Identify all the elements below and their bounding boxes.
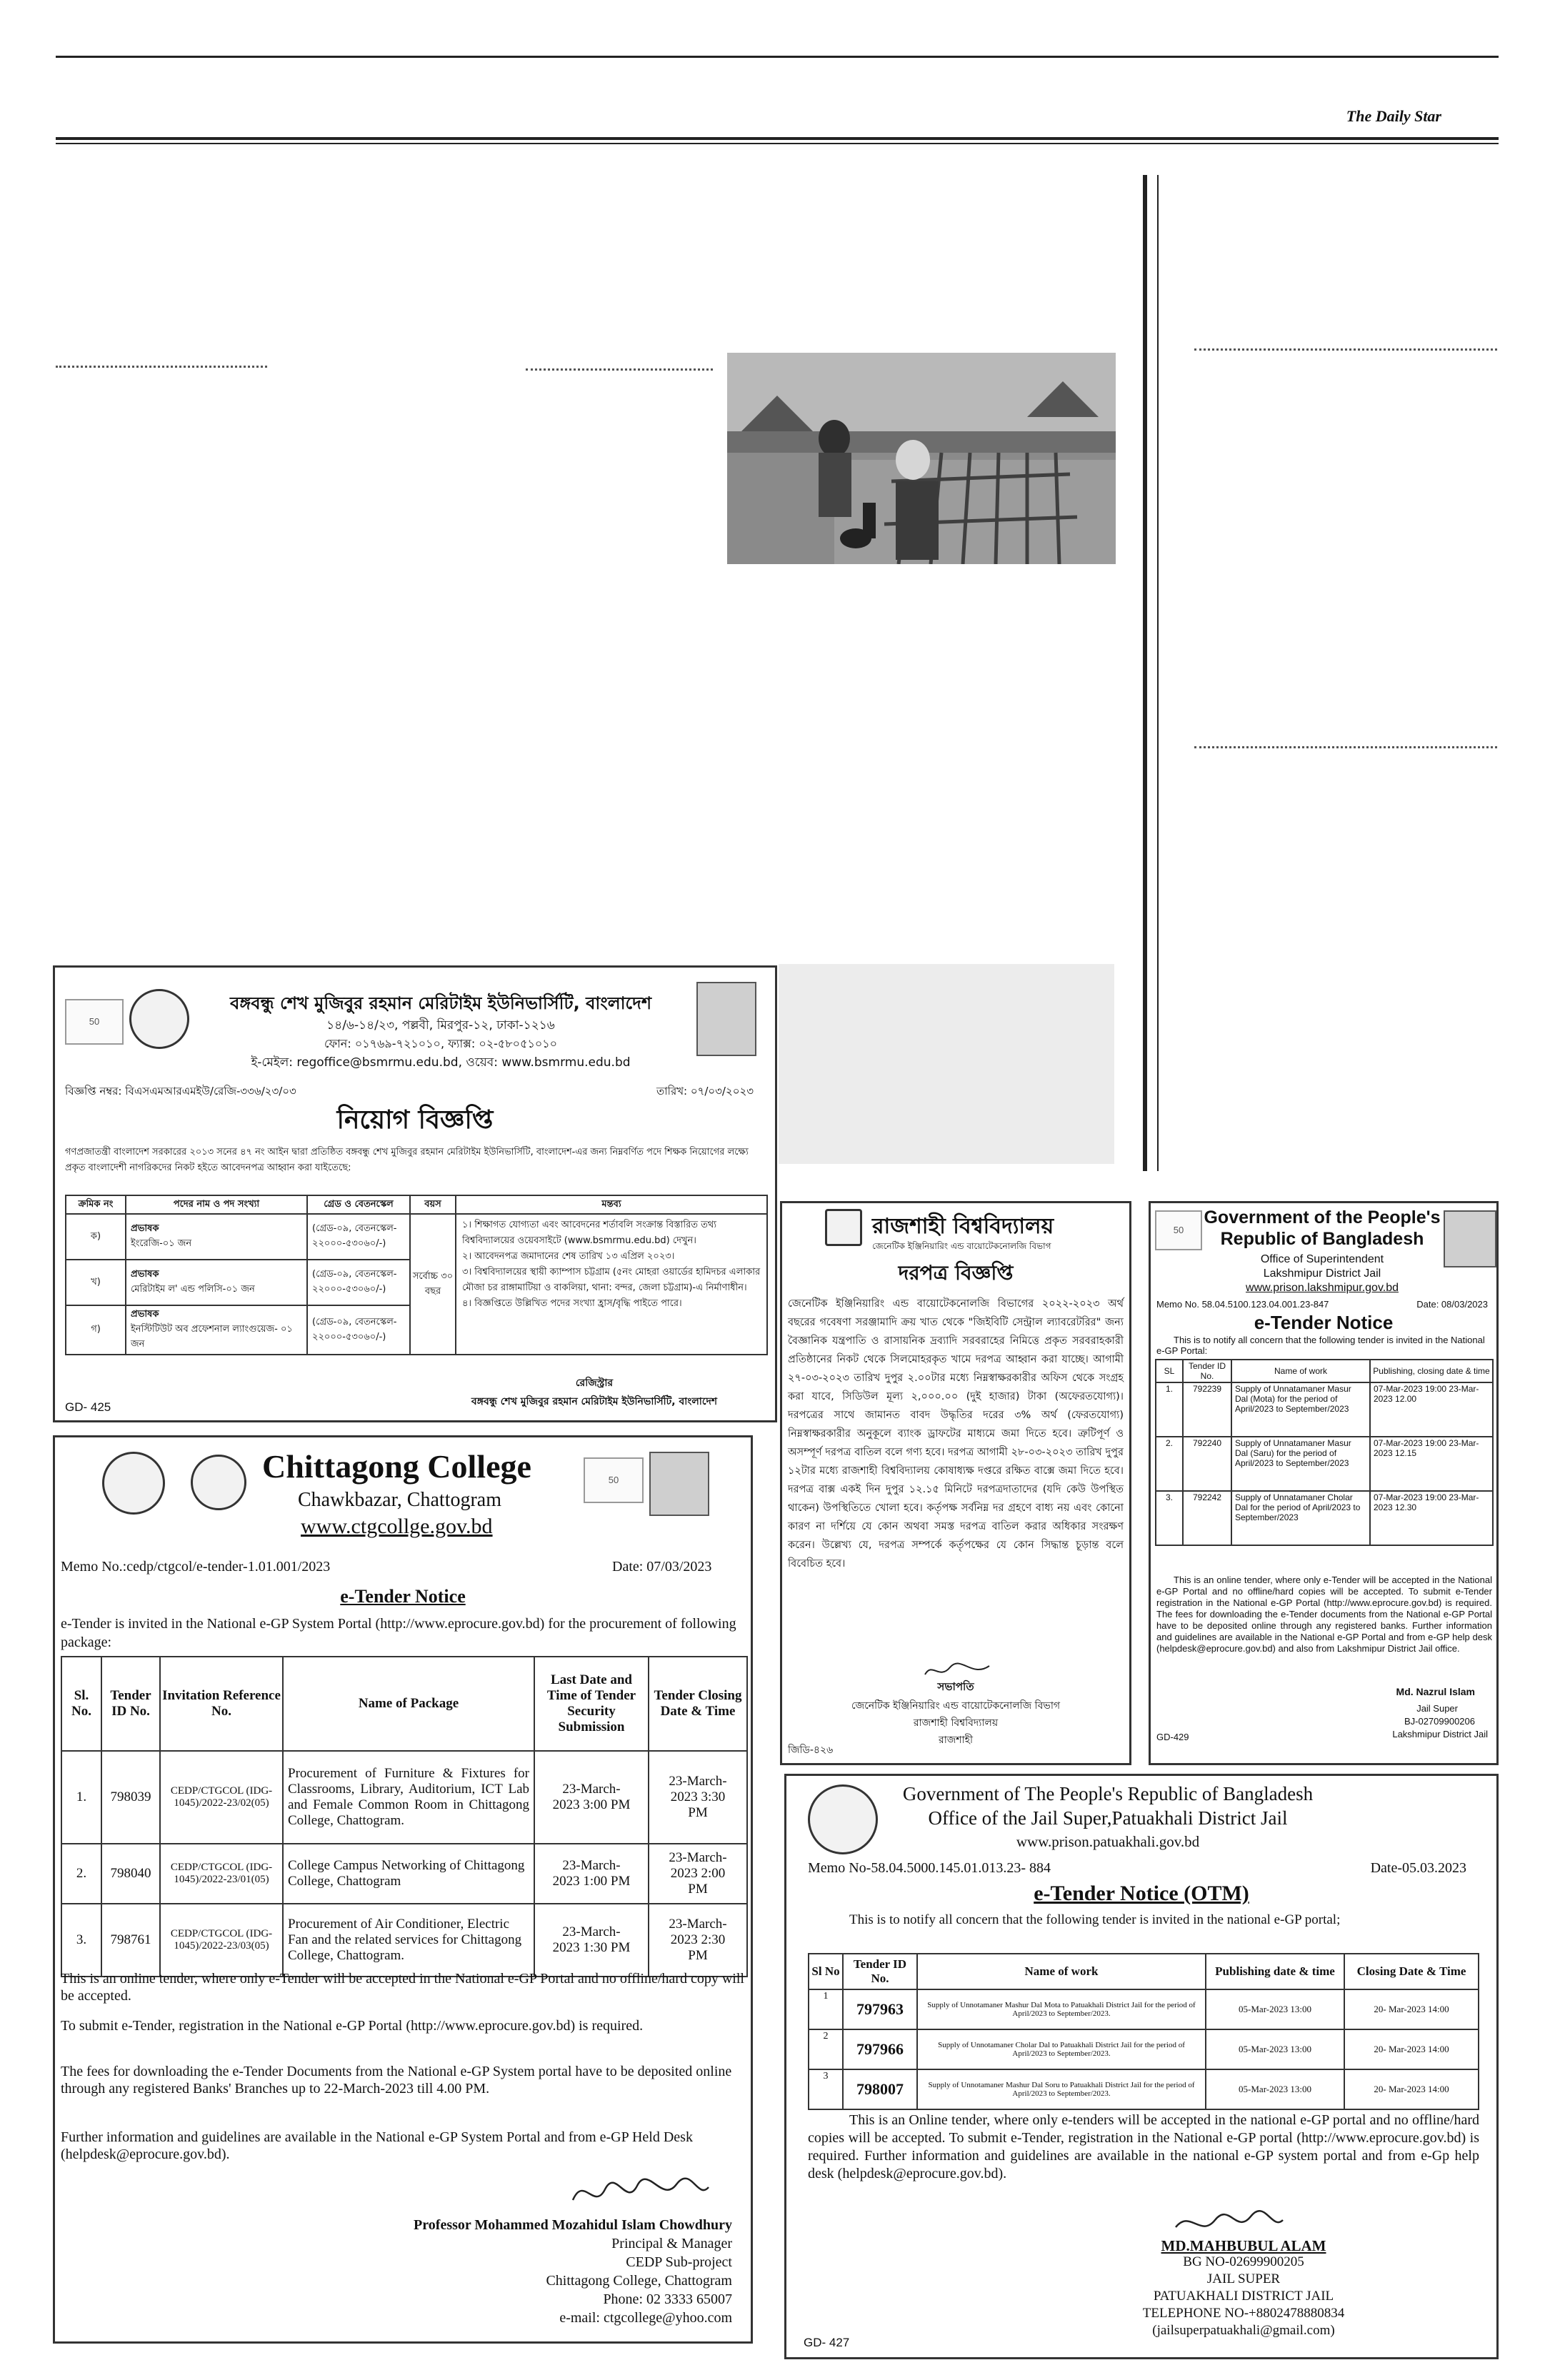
tender-table (61, 1656, 748, 1977)
gd-number: GD- 425 (65, 1400, 111, 1414)
column-divider-thick (1143, 175, 1147, 1171)
column-divider-thin (1157, 175, 1159, 1171)
post-cell (126, 1305, 307, 1355)
tender-table (808, 1953, 1479, 2110)
tender-id: 797963 (843, 1989, 917, 2029)
col-header: Sl. No. (61, 1657, 101, 1751)
publish-date: 05-Mar-2023 13:00 (1206, 1989, 1344, 2029)
section-separator (56, 366, 267, 368)
post-title: প্রভাষক (131, 1309, 159, 1320)
reference-no: CEDP/CTGCOL (IDG-1045)/2022-23/02(05) (160, 1751, 283, 1844)
signatory-bg-number: BG NO-02699900205 (1183, 2254, 1304, 2269)
row-serial: খ) (66, 1260, 126, 1305)
security-deadline: 23-March-2023 1:30 PM (534, 1904, 649, 1977)
col-header: Publishing, closing date & time (1370, 1360, 1493, 1382)
ad-rajshahi-university (780, 1201, 1131, 1765)
top-rule (56, 56, 1499, 58)
table-row (809, 2029, 1479, 2069)
bangabandhu-portrait (696, 982, 756, 1056)
closing-time: 23-March-2023 3:30 PM (649, 1751, 747, 1844)
signatory-org: Lakshmipur District Jail (1392, 1729, 1488, 1739)
col-header: SL (1156, 1360, 1183, 1382)
ad-heading: e-Tender Notice (1254, 1312, 1394, 1333)
col-header: Name of work (1231, 1360, 1370, 1382)
ad-heading: e-Tender Notice (340, 1586, 466, 1607)
row-serial: 1. (1156, 1382, 1183, 1437)
col-header: Last Date and Time of Tender Security Submission (534, 1657, 649, 1751)
signatory-name: Md. Nazrul Islam (1396, 1686, 1475, 1697)
col-header: Closing Date & Time (1344, 1954, 1479, 1989)
bangabandhu-portrait (649, 1452, 709, 1516)
package-name: College Campus Networking of Chittagong College, Chattogram (283, 1844, 534, 1904)
col-header: বয়স (410, 1195, 456, 1214)
work-name: Supply of Unnotamaner Mashur Dal Soru to Patuakhali District Jail for the period of April/2023 to September/2023. (917, 2069, 1206, 2109)
ad-email-web: ই-মেইল: regoffice@bsmrmu.edu.bd, ওয়েব: www.bsmrmu.edu.bd (251, 1055, 631, 1070)
work-name: Supply of Unnatamaner Masur Dal (Saru) for the period of April/2023 to September/2023 (1231, 1437, 1370, 1491)
tender-id: 792242 (1183, 1491, 1231, 1545)
reference-no: CEDP/CTGCOL (IDG-1045)/2022-23/03(05) (160, 1904, 283, 1977)
closing-time: 23-March-2023 2:00 PM (649, 1844, 747, 1904)
package-name: Procurement of Air Conditioner, Electric Fan and the related services for Chittagong College, Chattogram. (283, 1904, 534, 1977)
memo-number: Memo No-58.04.5000.145.01.013.23- 884 (808, 1860, 1051, 1876)
signatory-email: e-mail: ctgcollege@yhoo.com (559, 2310, 732, 2326)
table-row (1156, 1491, 1493, 1545)
signatory-phone: Phone: 02 3333 65007 (603, 2291, 732, 2307)
post-detail: মেরিটাইম ল' এন্ড পলিসি-০১ জন (131, 1284, 255, 1295)
security-deadline: 23-March-2023 3:00 PM (534, 1751, 649, 1844)
tender-id: 792239 (1183, 1382, 1231, 1437)
ad-chittagong-college (53, 1435, 753, 2344)
table-row (61, 1904, 747, 1977)
ad-title: Republic of Bangladesh (1220, 1229, 1424, 1249)
signatory-city: রাজশাহী (939, 1734, 973, 1746)
col-header: Publishing date & time (1206, 1954, 1344, 1989)
table-row (1156, 1437, 1493, 1491)
section-separator (1194, 746, 1497, 748)
col-header: Tender ID No. (1183, 1360, 1231, 1382)
row-serial: 1. (61, 1751, 101, 1844)
signatory-org: PATUAKHALI DISTRICT JAIL (1153, 2289, 1334, 2304)
signatory-title: Jail Super (1416, 1703, 1458, 1714)
gd-number: GD- 427 (804, 2336, 850, 2349)
row-serial: 2. (1156, 1437, 1183, 1491)
ad-title: Government of The People's Republic of Bangladesh (902, 1783, 1314, 1804)
signatory-org: বঙ্গবন্ধু শেখ মুজিবুর রহমান মেরিটাইম ইউনিভার্সিটি, বাংলাদেশ (471, 1396, 718, 1407)
ad-heading: নিয়োগ বিজ্ঞপ্তি (336, 1105, 494, 1135)
ad-web: www.ctgcollge.gov.bd (301, 1515, 493, 1538)
signatory-org: Chittagong College, Chattogram (546, 2273, 732, 2289)
ad-body: This is an online tender, where only e-Tender will be accepted in the National e-GP Portal and no offline/hard copies will be accepted. To submit e-Tender registration in the National e-GP Portal (http://www.eprocure.gov.bd) is required. The fees for downloading the e-Tender documents from the National e-GP Portal have to be deposited online through any registered banks. Further information and guidelines are available in the National e-GP Portal and from e-GP help desk (helpdesk@eprocure.gov.bd) and also from Lakshmipur District Jail office. (1156, 1575, 1492, 1654)
ad-bsmrmu-recruitment (53, 965, 777, 1422)
memo-number: Memo No.:cedp/ctgcol/e-tender-1.01.001/2023 (61, 1559, 331, 1575)
remark-line: ৩। বিশ্ববিদ্যালয়ের স্থায়ী ক্যাম্পাস চট্টগ্রাম (৫নং মোহরা ওয়ার্ডের হামিদচর এলাকার মৌজা চর রাঙ্গামাটিয়া ও বাকলিয়া, থানা: বন্দর, জেলা চট্টগ্রাম)-এ নির্মাণাধীন। (462, 1267, 761, 1293)
ad-title: রাজশাহী বিশ্ববিদ্যালয় (872, 1214, 1054, 1239)
gd-number: জিডি-৪২৬ (788, 1744, 834, 1756)
tender-id: 798039 (101, 1751, 160, 1844)
remark-line: ২। আবেদনপত্র জমাদানের শেষ তারিখ ১৩ এপ্রিল ২০২৩। (462, 1251, 675, 1262)
ad-heading: দরপত্র বিজ্ঞপ্তি (898, 1261, 1014, 1285)
ad-address: Chawkbazar, Chattogram (298, 1489, 502, 1511)
col-header: মন্তব্য (456, 1195, 767, 1214)
remark-line: ১। শিক্ষাগত যোগ্যতা এবং আবেদনের শর্তাবলি সংক্রান্ত বিস্তারিত তথ্য বিশ্ববিদ্যালয়ের ওয়েবসাইটে (www.bsmrmu.edu.bd) দেখুন। (462, 1220, 717, 1246)
signatory-phone: TELEPHONE NO-+8802478880834 (1142, 2306, 1345, 2321)
ad-placeholder (779, 964, 1114, 1164)
col-header: Tender ID No. (101, 1657, 160, 1751)
masthead-rule-thin (56, 143, 1499, 144)
closing-date: 20- Mar-2023 14:00 (1344, 2029, 1479, 2069)
remarks-cell (456, 1214, 767, 1355)
ad-intro: This is to notify all concern that the following tender is invited in the National e-GP Portal: (1156, 1335, 1485, 1356)
work-name: Supply of Unnatamaner Cholar Dal for the period of April/2023 to September/2023 (1231, 1491, 1370, 1545)
age-cell: সর্বোচ্চ ৩০ বছর (410, 1214, 456, 1355)
row-serial: গ) (66, 1305, 126, 1355)
row-serial: 2. (61, 1844, 101, 1904)
signatory-name: MD.MAHBUBUL ALAM (1161, 2237, 1326, 2254)
section-separator (526, 368, 713, 371)
signatory-title: JAIL SUPER (1206, 2271, 1281, 2286)
memo-number: Memo No. 58.04.5100.123.04.001.23-847 (1156, 1299, 1329, 1310)
row-serial: 1 (809, 1989, 843, 2029)
col-header: Tender Closing Date & Time (649, 1657, 747, 1751)
row-serial: 2 (809, 2029, 843, 2069)
ad-patuakhali-jail (784, 1774, 1499, 2359)
ad-title: Government of the People's (1204, 1207, 1441, 1227)
signature (569, 2171, 712, 2214)
closing-date: 20- Mar-2023 14:00 (1344, 2069, 1479, 2109)
closing-date: 20- Mar-2023 14:00 (1344, 1989, 1479, 2029)
university-emblem (129, 989, 189, 1049)
table-row (809, 1989, 1479, 2029)
table-row (61, 1751, 747, 1844)
bangladesh-emblem (191, 1455, 246, 1510)
publish-date: 05-Mar-2023 13:00 (1206, 2029, 1344, 2069)
signatory-title: রেজিস্ট্রার (575, 1377, 614, 1389)
golden-jubilee-logo: 50 (584, 1457, 644, 1503)
col-header: Tender ID No. (843, 1954, 917, 1989)
signatory-title: সভাপতি (937, 1680, 974, 1693)
recruitment-table (65, 1195, 768, 1355)
post-detail: ইনস্টিটিউট অব প্রফেশনাল ল্যাংগুয়েজ- ০১ জন (131, 1324, 293, 1350)
ad-paragraph: This is an online tender, where only e-Tender will be accepted in the National e-GP Portal and no offline/hard copy will be accepted. (61, 1971, 744, 2004)
masthead-rule (56, 137, 1499, 140)
publish-close-dates: 07-Mar-2023 19:00 23-Mar-2023 12.15 (1370, 1437, 1493, 1491)
ad-address: ১৪/৬-১৪/২৩, পল্লবী, মিরপুর-১২, ঢাকা-১২১৬ (326, 1018, 555, 1033)
ad-web: www.prison.patuakhali.gov.bd (1016, 1833, 1200, 1850)
grade-cell: (গ্রেড-০৯, বেতনস্কেল- ২২০০০-৫৩০৬০/-) (307, 1260, 410, 1305)
ad-intro: e-Tender is invited in the National e-GP System Portal (http://www.eprocure.gov.bd) for the procurement of following package: (61, 1616, 736, 1650)
row-serial: 3 (809, 2069, 843, 2109)
ad-title: Chittagong College (262, 1448, 531, 1485)
tender-table (1155, 1359, 1494, 1546)
office-line: Lakshmipur District Jail (1263, 1267, 1381, 1280)
post-cell (126, 1214, 307, 1260)
ad-department: জেনেটিক ইঞ্জিনিয়ারিং এন্ড বায়োটেকনোলজি বিভাগ (872, 1241, 1051, 1251)
ad-title: Office of the Jail Super,Patuakhali District Jail (928, 1807, 1288, 1829)
table-row (1156, 1382, 1493, 1437)
work-name: Supply of Unnotamaner Mashur Dal Mota to Patuakhali District Jail for the period of April/2023 to September/2023. (917, 1989, 1206, 2029)
table-row (61, 1844, 747, 1904)
post-title: প্রভাষক (131, 1269, 159, 1280)
table-row (809, 2069, 1479, 2109)
col-header: পদের নাম ও পদ সংখ্যা (126, 1195, 307, 1214)
ad-web: www.prison.lakshmipur.gov.bd (1245, 1282, 1399, 1294)
memo-number: বিজ্ঞপ্তি নম্বর: বিএসএমআরএমইউ/রেজি-৩৩৬/২৩/০৩ (65, 1085, 296, 1098)
ad-body: জেনেটিক ইঞ্জিনিয়ারিং এন্ড বায়োটেকনোলজি বিভাগের ২০২২-২০২৩ অর্থ বছরের গবেষণা সরঞ্জামাদি ক্রয় খাত থেকে "জিইবিটি সেন্ট্রাল ল্যাবরেটরির" জন্য বৈজ্ঞানিক যন্ত্রপাতি ও রাসায়নিক দ্রব্যাদি সরবরাহের নিমিত্তে প্রকৃত সরবরাহকারী প্রতিষ্ঠানের নিকট থেকে সিলমোহরকৃত খামে দরপত্র আহ্বান করা যাচ্ছে। আগামী ২৭-০৩-২০২৩ তারিখ দুপুর ২.০০টার মধ্যে নিম্নস্বাক্ষরকারীর অফিস থেকে সংগ্রহ করা যাবে, সিডিউল মূল্য ২,০০০.০০ (দুই হাজার) টাকা (অফেরতযোগ্য)। দরপত্রের সাথে জামানত বাবদ উদ্ধৃতির দরের ৩% অর্থ (ফেরতযোগ্য) নিম্নস্বাক্ষরকারীর অনুকূলে ব্যাংক ড্রাফটের মাধ্যমে জমা দিতে হবে। ত্রুটিপূর্ণ ও অসম্পূর্ণ দরপত্র বাতিল বলে গণ্য হবে। দরপত্র আগামী ২৮-০৩-২০২৩ তারিখ দুপুর ১২টার মধ্যে রাজশাহী বিশ্ববিদ্যালয় কোষাধ্যক্ষ দপ্তরে রক্ষিত বাক্সে জমা দিতে হবে। দরপত্র বাক্স একই দিন দুপুর ১২.১৫ মিনিটে দরপত্রদাতাদের (যদি কেউ উপস্থিত থাকেন) উপস্থিতিতে খোলা হবে। কর্তৃপক্ষ সর্বনিম্ন দর গ্রহণে বাধ্য নয় এবং কোনো কারণ না দর্শিয়ে যে কোন অথবা সমস্ত দরপত্র বাতিল করার অধিকার সংরক্ষণ করেন। উল্লেখ্য যে, দরপত্র সম্পর্কে কর্তৃপক্ষের যে কোন সিদ্ধান্ত চূড়ান্ত বলে বিবেচিত হবে। (788, 1298, 1124, 1570)
post-title: প্রভাষক (131, 1223, 159, 1234)
ad-lakshmipur-jail (1149, 1201, 1499, 1765)
signatory-department: জেনেটিক ইঞ্জিনিয়ারিং এন্ড বায়োটেকনোলজি বিভাগ (851, 1700, 1061, 1712)
row-serial: 3. (61, 1904, 101, 1977)
section-separator (1194, 348, 1497, 351)
news-photo (727, 353, 1116, 564)
ad-body: This is an Online tender, where only e-tenders will be accepted in the national e-GP portal and no offline/hard copies will be accepted. To submit e-Tender, registration in the National e-GP portal (http://www.eprocure.gov.bd) is required. Further information and guidelines are available in the national e-GP system portal and from e-Gp help desk (helpdesk@eprocure.gov.bd). (808, 2112, 1479, 2181)
ad-paragraph: To submit e-Tender, registration in the National e-GP Portal (http://www.eprocure.gov.bd) is required. (61, 2018, 644, 2034)
publish-close-dates: 07-Mar-2023 19:00 23-Mar-2023 12.00 (1370, 1382, 1493, 1437)
signatory-project: CEDP Sub-project (626, 2254, 732, 2270)
memo-date: Date: 08/03/2023 (1416, 1299, 1488, 1310)
tender-id: 798007 (843, 2069, 917, 2109)
col-header: Sl No (809, 1954, 843, 1989)
tender-id: 792240 (1183, 1437, 1231, 1491)
publish-close-dates: 07-Mar-2023 19:00 23-Mar-2023 12.30 (1370, 1491, 1493, 1545)
col-header: Name of work (917, 1954, 1206, 1989)
signatory-name: Professor Mohammed Mozahidul Islam Chowdhury (414, 2217, 732, 2233)
bangabandhu-portrait (1444, 1210, 1496, 1267)
remark-line: ৪। বিজ্ঞপ্তিতে উল্লিখিত পদের সংখ্যা হ্রাস/বৃদ্ধি পাইতে পারে। (462, 1298, 682, 1309)
closing-time: 23-March-2023 2:30 PM (649, 1904, 747, 1977)
ad-paragraph: The fees for downloading the e-Tender Documents from the National e-GP System portal have to be deposited online through any registered Banks' Branches up to 22-March-2023 till 4.00 PM. (61, 2064, 732, 2097)
bangladesh-emblem (808, 1784, 878, 1854)
signatory-org: রাজশাহী বিশ্ববিদ্যালয় (913, 1717, 999, 1729)
memo-date: Date-05.03.2023 (1370, 1860, 1466, 1876)
mujib-100-logo: 50 (65, 999, 124, 1045)
work-name: Supply of Unnatamaner Masur Dal (Mota) for the period of April/2023 to September/2023 (1231, 1382, 1370, 1437)
ad-heading: e-Tender Notice (OTM) (1034, 1882, 1249, 1905)
package-name: Procurement of Furniture & Fixtures for Classrooms, Library, Auditorium, ICT Lab and Female Common Room in Chittagong College, Chattogram. (283, 1751, 534, 1844)
ad-intro: This is to notify all concern that the following tender is invited in the national e-GP portal; (849, 1912, 1341, 1927)
signature (1172, 2206, 1286, 2241)
table-row (66, 1214, 767, 1260)
ad-title: বঙ্গবন্ধু শেখ মুজিবুর রহমান মেরিটাইম ইউনিভার্সিটি, বাংলাদেশ (229, 993, 652, 1013)
signatory-email: (jailsuperpatuakhali@gmail.com) (1152, 2323, 1335, 2338)
grade-cell: (গ্রেড-০৯, বেতনস্কেল- ২২০০০-৫৩০৬০/-) (307, 1305, 410, 1355)
office-line: Office of Superintendent (1260, 1253, 1384, 1265)
ad-phone: ফোন: ০১৭৬৯-৭২১০১০, ফ্যাক্স: ০২-৫৮০৫১০১০ (324, 1037, 558, 1050)
tender-id: 798040 (101, 1844, 160, 1904)
publish-date: 05-Mar-2023 13:00 (1206, 2069, 1344, 2109)
memo-date: তারিখ: ০৭/০৩/২০২৩ (656, 1085, 754, 1098)
golden-jubilee-logo: 50 (1155, 1210, 1202, 1250)
gd-number: GD-429 (1156, 1732, 1189, 1742)
security-deadline: 23-March-2023 1:00 PM (534, 1844, 649, 1904)
work-name: Supply of Unnotamaner Cholar Dal to Patuakhali District Jail for the period of April/2023 to September/2023. (917, 2029, 1206, 2069)
masthead-name: The Daily Star (1346, 107, 1441, 125)
col-header: Name of Package (283, 1657, 534, 1751)
col-header: ক্রমিক নং (66, 1195, 126, 1214)
col-header: গ্রেড ও বেতনস্কেল (307, 1195, 410, 1214)
row-serial: ক) (66, 1214, 126, 1260)
post-cell (126, 1260, 307, 1305)
post-detail: ইংরেজি-০১ জন (131, 1238, 192, 1249)
memo-date: Date: 07/03/2023 (612, 1559, 712, 1575)
signatory-title: Principal & Manager (611, 2236, 732, 2251)
ad-paragraph: Further information and guidelines are available in the National e-GP System Portal and from e-GP Held Desk (helpdesk@eprocure.gov.bd). (61, 2129, 693, 2162)
row-serial: 3. (1156, 1491, 1183, 1545)
university-emblem (825, 1209, 862, 1246)
ad-intro: গণপ্রজাতন্ত্রী বাংলাদেশ সরকারের ২০১৩ সনের ৪৭ নং আইন দ্বারা প্রতিষ্ঠিত বঙ্গবন্ধু শেখ মুজিবুর রহমান মেরিটাইম ইউনিভার্সিটি, বাংলাদেশ-এর জন্য নিম্নবর্ণিত পদে শিক্ষক নিয়োগের লক্ষ্যে প্রকৃত বাংলাদেশী নাগরিকদের নিকট হইতে আবেদনপত্র আহ্বান করা যাইতেছে: (65, 1147, 749, 1173)
signatory-bj-number: BJ-02709900206 (1404, 1716, 1475, 1727)
reference-no: CEDP/CTGCOL (IDG-1045)/2022-23/01(05) (160, 1844, 283, 1904)
tender-id: 798761 (101, 1904, 160, 1977)
grade-cell: (গ্রেড-০৯, বেতনস্কেল- ২২০০০-৫৩০৬০/-) (307, 1214, 410, 1260)
col-header: Invitation Reference No. (160, 1657, 283, 1751)
college-logo (102, 1452, 165, 1515)
tender-id: 797966 (843, 2029, 917, 2069)
